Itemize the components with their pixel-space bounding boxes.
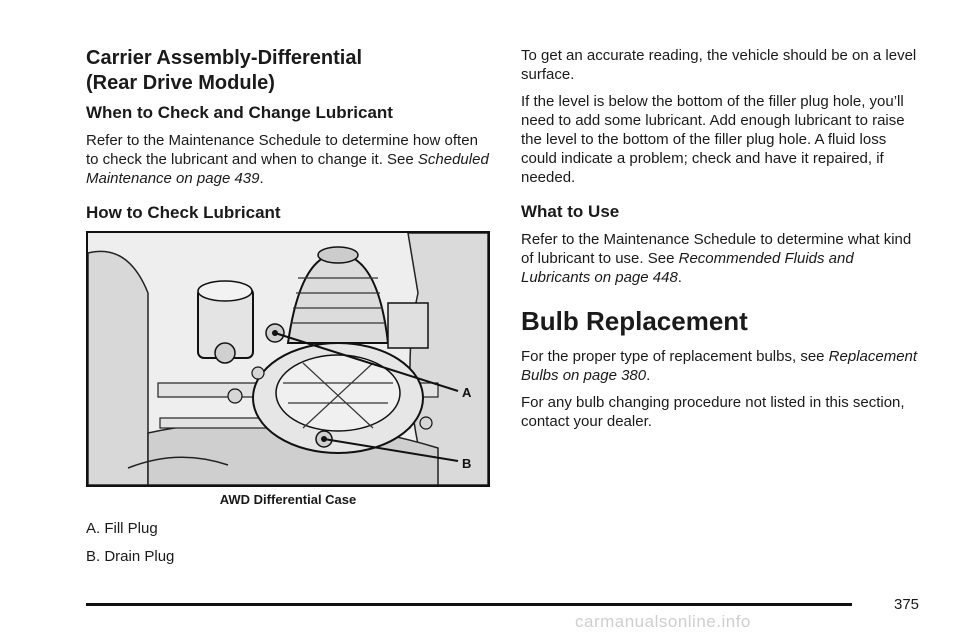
level-paragraph: If the level is below the bottom of the filler plug hole, you’ll need to add some lubricant. Add enough lubricant to raise the level to the bottom of the filler plug hole. A fluid loss could indicate a problem; check and have it repaired, if needed. [521, 93, 905, 186]
figure-label-a: A [462, 385, 472, 400]
scheduled-maintenance-link[interactable]: Scheduled Maintenance on page 439 [86, 151, 489, 187]
bulb-replacement-heading: Bulb Replacement [521, 306, 748, 336]
section-title [86, 46, 416, 96]
what-to-use-paragraph [521, 230, 921, 287]
page-number: 375 [894, 596, 920, 613]
bulb-procedure-paragraph: For any bulb changing procedure not listed in this section, contact your dealer. [521, 394, 905, 430]
bulb-end: . [646, 367, 651, 384]
differential-illustration [88, 233, 488, 485]
use-text: Refer to the Maintenance Schedule to determine what kind of lubricant to use. See [521, 231, 912, 267]
recommended-fluids-link[interactable]: Recommended Fluids and Lubricants on page 448 [521, 250, 854, 286]
figure-caption: AWD Differential Case [219, 492, 357, 507]
legend-fill-plug: A. Fill Plug [86, 520, 158, 537]
what-to-use-heading: What to Use [521, 202, 620, 221]
replacement-bulbs-link[interactable]: Replacement Bulbs on page 380 [521, 348, 918, 384]
check-change-heading: When to Check and Change Lubricant [86, 103, 393, 122]
check-end: . [259, 170, 264, 187]
left-column [86, 46, 490, 575]
title-line-2: (Rear Drive Module) [86, 72, 275, 94]
right-column [521, 46, 921, 439]
how-to-check-heading: How to Check Lubricant [86, 203, 281, 222]
title-line-1: Carrier Assembly-Differential [86, 47, 363, 69]
legend-drain-plug: B. Drain Plug [86, 548, 175, 565]
reading-paragraph: To get an accurate reading, the vehicle should be on a level surface. [521, 47, 917, 83]
check-text: Refer to the Maintenance Schedule to determine how often to check the lubricant and when to change it. See [86, 132, 478, 168]
watermark: carmanualsonline.info [575, 612, 751, 631]
bulb-paragraph [521, 347, 921, 385]
bulb-text: For the proper type of replacement bulbs, see [521, 348, 829, 365]
use-end: . [677, 269, 682, 286]
figure-label-b: B [462, 456, 472, 471]
footer-rule [86, 603, 852, 606]
differential-case-figure [86, 231, 490, 487]
check-change-paragraph [86, 131, 490, 188]
